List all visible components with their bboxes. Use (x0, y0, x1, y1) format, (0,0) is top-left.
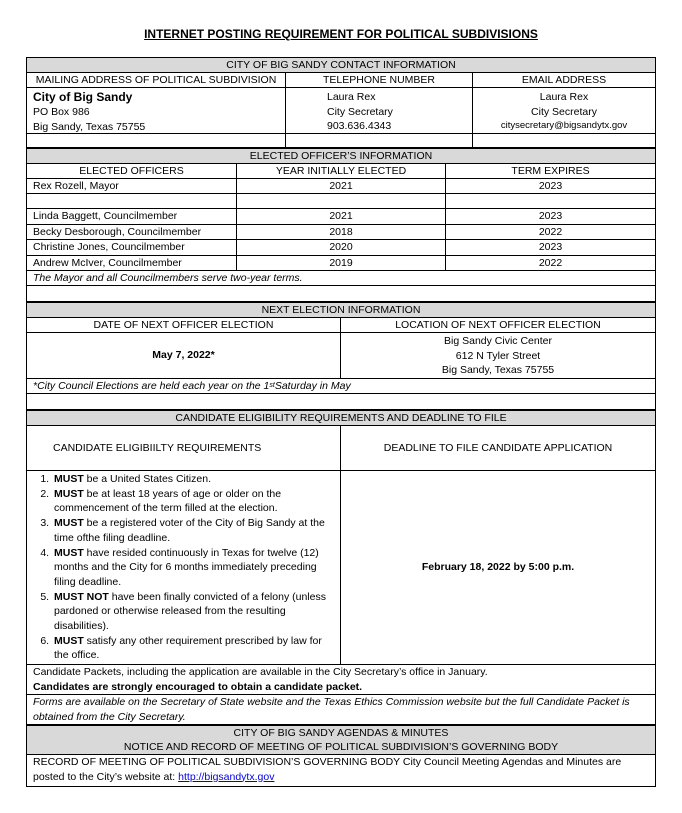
requirement-item (52, 472, 336, 487)
officer-year: 2019 (237, 256, 446, 271)
election-note-suffix: Saturday in May (274, 380, 351, 392)
term-note: The Mayor and all Councilmembers serve two-year terms. (27, 271, 655, 286)
requirement-item (52, 546, 336, 590)
requirement-text: be a United States Citizen. (83, 473, 211, 485)
spacer-cell (27, 134, 286, 147)
election-column-headers (27, 318, 655, 333)
col-term-expires: TERM EXPIRES (511, 165, 590, 177)
po-box: PO Box 986 (33, 106, 90, 118)
requirement-lead: MUST (54, 487, 84, 500)
agendas-header (27, 726, 655, 755)
officer-name: Becky Desborough, Councilmember (27, 225, 237, 240)
officer-year: 2018 (237, 225, 446, 240)
election-details (27, 333, 655, 379)
election-note-sup: st (269, 382, 275, 389)
packets-line-1: Candidate Packets, including the application are available in the City Secretary’s office in January. (33, 666, 488, 678)
requirement-lead: MUST (54, 634, 84, 647)
officer-term: 2023 (538, 241, 563, 253)
agendas-header-line-2: NOTICE AND RECORD OF MEETING OF POLITICAL SUBDIVISION’S GOVERNING BODY (27, 740, 655, 754)
agendas-section (26, 725, 656, 787)
candidate-section (26, 410, 656, 725)
candidate-column-headers (27, 426, 655, 471)
col-email: EMAIL ADDRESS (521, 74, 607, 86)
election-date: May 7, 2022* (27, 333, 341, 378)
officer-name: Christine Jones, Councilmember (27, 240, 237, 255)
contact-details (27, 88, 655, 134)
col-election-location: LOCATION OF NEXT OFFICER ELECTION (395, 319, 601, 331)
mailing-address (27, 88, 286, 133)
candidate-header: CANDIDATE ELIGIBILITY REQUIREMENTS AND DEADLINE TO FILE (27, 411, 655, 426)
election-spacer (27, 394, 655, 410)
col-election-date: DATE OF NEXT OFFICER ELECTION (27, 318, 341, 332)
col-requirements: CANDIDATE ELIGIBIILTY REQUIREMENTS (27, 426, 341, 470)
officer-name: Andrew McIver, Councilmember (27, 256, 237, 271)
city-state-zip: Big Sandy, Texas 75755 (33, 120, 146, 133)
requirement-lead: MUST (54, 546, 84, 559)
candidate-body (27, 471, 655, 665)
telephone-info (286, 88, 473, 133)
officer-year: 2021 (237, 209, 446, 224)
col-year-elected: YEAR INITIALLY ELECTED (237, 164, 446, 178)
contact-column-headers (27, 73, 655, 88)
location-name: Big Sandy Civic Center (444, 335, 552, 347)
election-header: NEXT ELECTION INFORMATION (27, 303, 655, 318)
phone-contact-name: Laura Rex (327, 91, 376, 103)
requirement-text: have resided continuously in Texas for twelve (12) months and the City for 6 months immediately preceding filing deadline. (54, 546, 319, 588)
requirement-item (52, 590, 336, 634)
email-contact-name: Laura Rex (539, 91, 589, 103)
officer-name: Rex Rozell, Mayor (27, 179, 237, 193)
officers-column-headers (27, 164, 655, 179)
officers-header: ELECTED OFFICER’S INFORMATION (27, 149, 655, 164)
requirement-text: be at least 18 years of age or older on the commencement of the term filled at the election. (54, 487, 282, 515)
forms-note: Forms are available on the Secretary of State website and the Texas Ethics Commission website but the full Candidate Packet is obtained from the City Secretary. (27, 695, 655, 725)
email-address[interactable]: citysecretary@bigsandytx.gov (500, 120, 628, 131)
election-note (27, 379, 655, 394)
agendas-header-line-1: CITY OF BIG SANDY AGENDAS & MINUTES (27, 726, 655, 740)
col-deadline: DEADLINE TO FILE CANDIDATE APPLICATION (383, 442, 613, 454)
requirement-lead: MUST NOT (54, 590, 109, 603)
officer-row (27, 256, 655, 272)
requirements-list-cell (27, 471, 341, 664)
requirement-text: be a registered voter of the City of Big Sandy at the time ofthe filing deadline. (54, 517, 325, 544)
col-mailing-address: MAILING ADDRESS OF POLITICAL SUBDIVISION (27, 73, 286, 87)
spacer-cell (286, 134, 473, 147)
officer-row-mayor (27, 179, 655, 194)
officer-term: 2022 (538, 225, 563, 238)
agendas-description: RECORD OF MEETING OF POLITICAL SUBDIVISION’S GOVERNING BODY City Council Meeting Agendas and Minutes are posted to the City’s website at: (33, 756, 622, 783)
spacer-cell (473, 134, 655, 147)
election-location (341, 333, 655, 378)
officers-section (26, 148, 656, 302)
spacer-cell (27, 194, 237, 208)
posting-document (26, 57, 656, 787)
email-contact-title: City Secretary (531, 105, 597, 118)
email-info (473, 88, 655, 133)
officer-term: 2023 (538, 180, 563, 192)
location-street: 612 N Tyler Street (455, 349, 541, 362)
page-title: INTERNET POSTING REQUIREMENT FOR POLITICAL SUBDIVISIONS (144, 27, 538, 41)
org-name: City of Big Sandy (33, 90, 133, 104)
requirement-lead: MUST (54, 517, 84, 530)
phone-contact-title: City Secretary (327, 105, 393, 118)
requirement-lead: MUST (54, 473, 84, 485)
election-note-prefix: *City Council Elections are held each year on the 1 (33, 380, 270, 392)
officer-name: Linda Baggett, Councilmember (27, 209, 237, 224)
requirement-text: have been finally convicted of a felony (unless pardoned or otherwise released from the resulting disabilities). (54, 590, 326, 633)
spacer-cell (237, 194, 446, 208)
election-section (26, 302, 656, 410)
packets-line-2: Candidates are strongly encouraged to obtain a candidate packet. (27, 680, 655, 696)
officer-term: 2023 (538, 210, 563, 222)
requirements-list (27, 472, 336, 663)
contact-header: CITY OF BIG SANDY CONTACT INFORMATION (27, 58, 655, 73)
col-telephone: TELEPHONE NUMBER (286, 73, 473, 87)
officer-term: 2022 (538, 256, 563, 269)
officer-spacer-row (27, 194, 655, 209)
requirement-item (52, 487, 336, 516)
officer-row (27, 240, 655, 256)
phone-number: 903.636.4343 (327, 120, 392, 132)
filing-deadline: February 18, 2022 by 5:00 p.m. (421, 561, 575, 573)
officer-row (27, 225, 655, 241)
contact-spacer-row (27, 134, 655, 148)
officer-year: 2020 (237, 240, 446, 255)
agendas-text (27, 755, 655, 786)
officers-spacer (27, 286, 655, 302)
contact-section (26, 57, 656, 148)
officer-year: 2021 (237, 179, 446, 193)
spacer-cell (446, 194, 655, 208)
requirement-text: satisfy any other requirement prescribed by law for the office. (54, 634, 322, 662)
requirement-item (52, 634, 336, 663)
col-elected-officers: ELECTED OFFICERS (27, 164, 237, 178)
location-city: Big Sandy, Texas 75755 (441, 364, 555, 376)
requirement-item (52, 516, 336, 545)
city-website-link[interactable]: http://bigsandytx.gov (178, 770, 275, 783)
officer-row (27, 209, 655, 225)
